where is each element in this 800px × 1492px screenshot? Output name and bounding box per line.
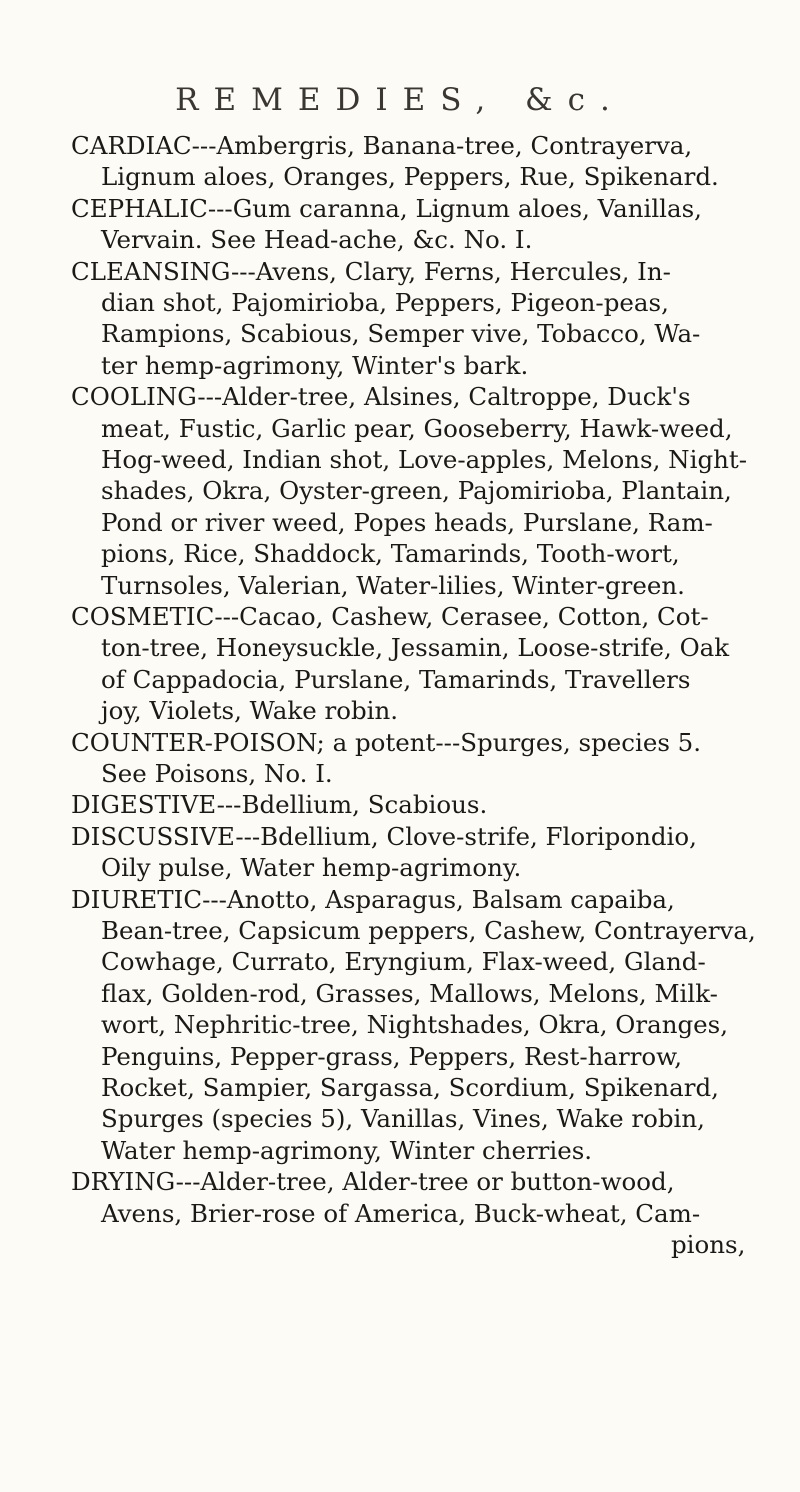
entry-line: dian shot, Pajomirioba, Peppers, Pigeon-peas, xyxy=(101,288,669,317)
entry-line: Rampions, Scabious, Semper vive, Tobacco, Wa- xyxy=(101,319,701,348)
entry-line: joy, Violets, Wake robin. xyxy=(101,696,399,725)
entry-line: Rocket, Sampier, Sargassa, Scordium, Spikenard, xyxy=(101,1073,719,1102)
entry-line: COOLING---Alder-tree, Alsines, Caltroppe, Duck's xyxy=(71,382,691,411)
entry-line: DISCUSSIVE---Bdellium, Clove-strife, Floripondio, xyxy=(71,822,697,851)
entry-line: CARDIAC---Ambergris, Banana-tree, Contrayerva, xyxy=(71,131,693,160)
entry-line: Bean-tree, Capsicum peppers, Cashew, Contrayerva, xyxy=(101,916,756,945)
entry-line: Spurges (species 5), Vanillas, Vines, Wake robin, xyxy=(101,1104,705,1133)
entry-line: CLEANSING---Avens, Clary, Ferns, Hercules, In- xyxy=(71,257,671,286)
entry-line: pions, xyxy=(671,1230,746,1259)
entry-line: Oily pulse, Water hemp-agrimony. xyxy=(101,853,522,882)
entry-line: Vervain. See Head-ache, &c. No. I. xyxy=(101,225,533,254)
entry-line: COUNTER-POISON; a potent---Spurges, species 5. xyxy=(71,728,702,757)
entry-line: shades, Okra, Oyster-green, Pajomirioba, Plantain, xyxy=(101,476,732,505)
entry-line: Cowhage, Currato, Eryngium, Flax-weed, Gland- xyxy=(101,947,706,976)
entry-line: DIURETIC---Anotto, Asparagus, Balsam capaiba, xyxy=(71,885,675,914)
entry-line: Avens, Brier-rose of America, Buck-wheat, Cam- xyxy=(101,1199,701,1228)
entry-line: See Poisons, No. I. xyxy=(101,759,333,788)
entry-line: of Cappadocia, Purslane, Tamarinds, Travellers xyxy=(101,665,691,694)
entry-line: Hog-weed, Indian shot, Love-apples, Melons, Night- xyxy=(101,445,748,474)
running-head: REMEDIES, &c. xyxy=(175,82,625,118)
entry-line: flax, Golden-rod, Grasses, Mallows, Melons, Milk- xyxy=(101,979,718,1008)
entry-line: CEPHALIC---Gum caranna, Lignum aloes, Vanillas, xyxy=(71,194,702,223)
entry-line: meat, Fustic, Garlic pear, Gooseberry, Hawk-weed, xyxy=(101,414,733,443)
entry-line: pions, Rice, Shaddock, Tamarinds, Tooth-wort, xyxy=(101,539,680,568)
entry-line: ter hemp-agrimony, Winter's bark. xyxy=(101,351,529,380)
entry-line: Lignum aloes, Oranges, Peppers, Rue, Spikenard. xyxy=(101,162,719,191)
entry-line: Turnsoles, Valerian, Water-lilies, Winter-green. xyxy=(101,571,685,600)
entry-line: Water hemp-agrimony, Winter cherries. xyxy=(101,1136,593,1165)
entry-line: COSMETIC---Cacao, Cashew, Cerasee, Cotton, Cot- xyxy=(71,602,709,631)
entry-line: Pond or river weed, Popes heads, Purslane, Ram- xyxy=(101,508,713,537)
entry-line: DIGESTIVE---Bdellium, Scabious. xyxy=(71,790,488,819)
entry-line: DRYING---Alder-tree, Alder-tree or button-wood, xyxy=(71,1167,675,1196)
entry-line: wort, Nephritic-tree, Nightshades, Okra, Oranges, xyxy=(101,1010,729,1039)
entry-line: Penguins, Pepper-grass, Peppers, Rest-harrow, xyxy=(101,1042,683,1071)
entry-line: ton-tree, Honeysuckle, Jessamin, Loose-strife, Oak xyxy=(101,633,730,662)
